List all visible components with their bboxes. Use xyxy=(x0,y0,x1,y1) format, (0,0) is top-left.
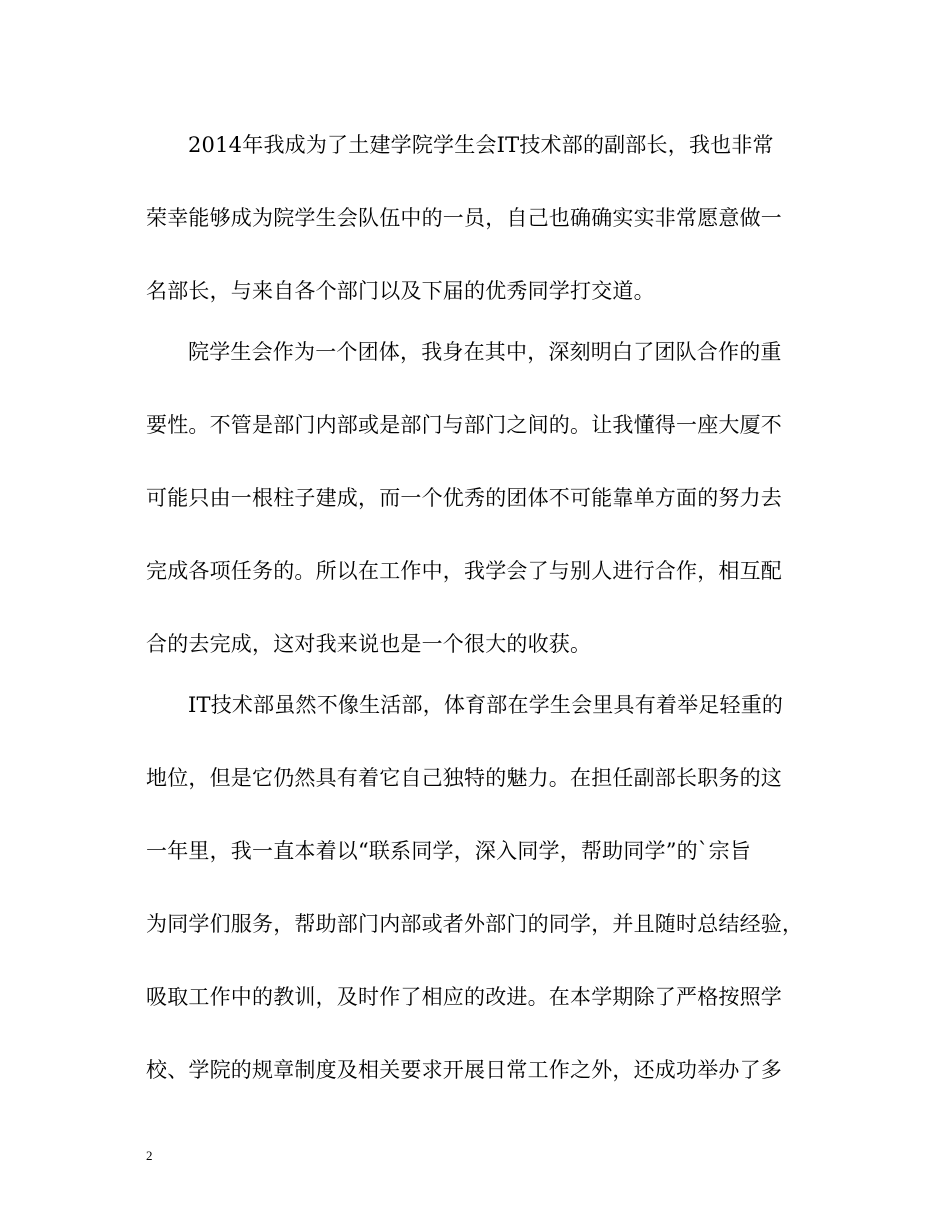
paragraph-3-line-5: 吸取工作中的教训，及时作了相应的改进。在本学期除了严格按照学 xyxy=(146,985,782,1009)
paragraph-2-line-3: 可能只由一根柱子建成，而一个优秀的团体不可能靠单方面的努力去 xyxy=(146,486,782,510)
paragraph-3-line-4: 为同学们服务，帮助部门内部或者外部门的同学，并且随时总结经验， xyxy=(146,912,804,936)
paragraph-1-line-1: 2014年我成为了土建学院学生会IT技术部的副部长，我也非常 xyxy=(188,133,774,157)
page-number: 2 xyxy=(146,1148,153,1163)
paragraph-3-line-6: 校、学院的规章制度及相关要求开展日常工作之外，还成功举办了多 xyxy=(146,1058,782,1082)
paragraph-2-line-5: 合的去完成，这对我来说也是一个很大的收获。 xyxy=(146,632,592,656)
paragraph-3-line-1: IT技术部虽然不像生活部，体育部在学生会里具有着举足轻重的 xyxy=(188,693,784,717)
paragraph-2-line-4: 完成各项任务的。所以在工作中，我学会了与别人进行合作，相互配 xyxy=(146,559,782,583)
paragraph-1-line-3: 名部长，与来自各个部门以及下届的优秀同学打交道。 xyxy=(146,279,655,303)
paragraph-3-line-2: 地位，但是它仍然具有着它自己独特的魅力。在担任副部长职务的这 xyxy=(146,766,782,790)
paragraph-1-line-2: 荣幸能够成为院学生会队伍中的一员，自己也确确实实非常愿意做一 xyxy=(146,206,782,230)
paragraph-2-line-2: 要性。不管是部门内部或是部门与部门之间的。让我懂得一座大厦不 xyxy=(146,413,782,437)
paragraph-2-line-1: 院学生会作为一个团体，我身在其中，深刻明白了团队合作的重 xyxy=(188,340,782,364)
paragraph-3-line-3: 一年里，我一直本着以“联系同学，深入同学，帮助同学”的`宗旨 xyxy=(146,839,751,863)
